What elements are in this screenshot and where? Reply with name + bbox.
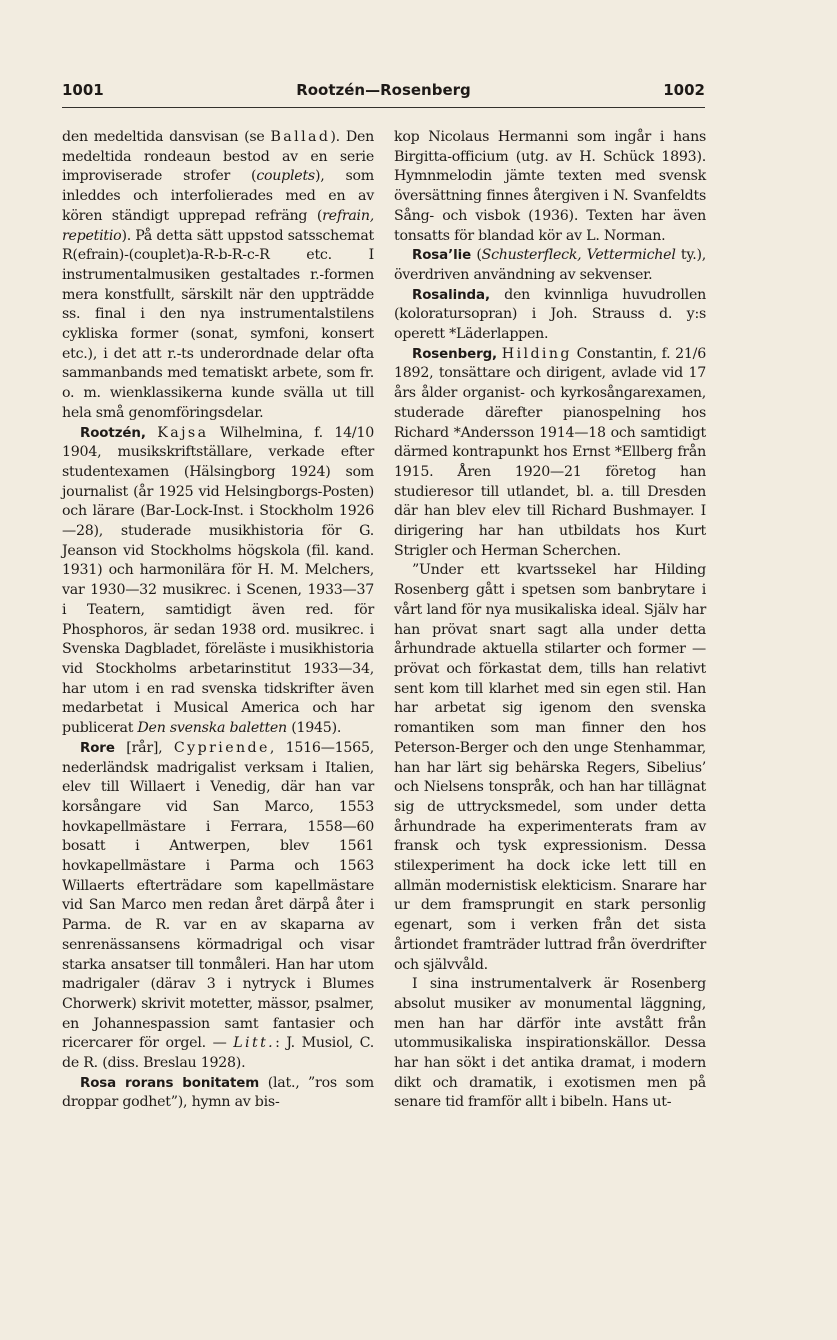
- entry-rondo-continuation: [62, 128, 374, 424]
- italic-term: Schusterfleck, Vettermichel: [481, 247, 676, 264]
- lemma-rosalinda: Rosalinda,: [412, 287, 490, 303]
- lemma-rosenberg: Rosenberg,: [412, 346, 498, 362]
- rosenberg-instrumental: I sina instrumentalverk är Rosenberg absolut musiker av monumental läggning, men han har därför inte avstått från utommusikaliska inspirationskällor. Dessa har han sökt i det antika dramat, i modern dikt och dramatik, i exotismen men på senare tid framför allt i bibeln. Hans ut-: [394, 976, 706, 1111]
- entry-rootzen: [62, 424, 374, 739]
- text-span: [rår],: [114, 739, 174, 756]
- italic-term: refrain, repetitio: [62, 207, 374, 244]
- text-span: den medeltida dansvisan (se: [62, 129, 271, 145]
- page-number-right: 1002: [663, 81, 705, 99]
- given-name: Cypriende: [173, 739, 270, 756]
- text-span: (lat., ”ros som droppar godhet”), hymn av bis-: [62, 1074, 375, 1111]
- given-name: Kajsa: [157, 424, 209, 441]
- text-span: , 1516—1565, nederländsk madrigalist verksam i Italien, elev till Willaert i Venedig, där han var korsångare vid San Marco, 1553 hovkapellmästare i Ferrara, 1558—60 bosatt i Antwerpen, blev 1561 hovkapellmästare i Parma och 1563 Willaerts efterträdare som kapellmästare vid San Marco men redan året därpå åter i Parma. de R. var en av skaparna av senrenässansens körmadrigal och visar starka ansatser till tonmåleri. Han har utom madrigaler (därav 3 i nytryck i Blumes Chorwerk) skrivit motetter, mässor, psalmer, en Johannespassion samt fantasier och ricercarer för orgel. —: [62, 739, 374, 1052]
- text-span: ). På detta sätt uppstod satsschemat R(efrain)-(couplet)a-R-b-R-c-R etc. I instrumentalmusiken gestaltades r.-formen mera konstfullt, särskilt när den uppträdde ss. final i den nya instrumentalstilens cykliska former (sonat, symfoni, konsert etc.), i det att r.-ts underordnade delar ofta sammanbands med tematiskt arbete, som fr. o. m. wienklassikerna kunde svälla ut till hela små genomföringsdelar.: [62, 227, 374, 421]
- left-column: [62, 128, 374, 1113]
- lemma-rosa-rorans: Rosa rorans bonitatem: [80, 1075, 260, 1091]
- text-span: ). Den medeltida rondeaun bestod av en serie improviserade strofer (: [62, 129, 374, 185]
- entry-rosalinda: [394, 286, 706, 345]
- book-title: Den svenska baletten: [137, 720, 287, 737]
- text-span: : J. Musiol, C. de R. (diss. Breslau 1928).: [62, 1035, 374, 1072]
- running-title: Rootzén—Rosenberg: [296, 81, 471, 99]
- entry-rore: [62, 739, 374, 1074]
- right-column: [394, 128, 706, 1113]
- entry-rosenberg: [394, 345, 706, 562]
- literature-label: Litt.: [233, 1035, 276, 1052]
- entry-rosalie: [394, 246, 706, 285]
- italic-term: couplets: [256, 168, 315, 185]
- entry-rosa-rorans: [62, 1074, 374, 1113]
- text-span: Constantin, f. 21/6 1892, tonsättare och dirigent, avlade vid 17 års ålder organist- och kyrkosångarexamen, studerade därefter pianospelning hos Richard *Andersson 1914—18 och samtidigt därmed kontrapunkt hos Ernst *Ellberg från 1915. Åren 1920—21 företog han studieresor till utlandet, bl. a. till Dresden där han blev elev till Richard Bushmayer. I dirigering har han utbildats hos Kurt Strigler och Herman Scherchen.: [394, 345, 706, 559]
- text-span: ty.), överdriven användning av sekvenser.: [394, 247, 706, 283]
- lemma-rootzen: Rootzén,: [80, 425, 146, 441]
- text-span: (1945).: [286, 720, 342, 737]
- given-name: Hilding: [501, 345, 572, 362]
- text-span: ), som inleddes och interfolierades med en av kören ständigt upprepad refräng (: [62, 168, 374, 224]
- cross-reference: Ballad: [270, 129, 331, 145]
- header-rule: [62, 107, 705, 108]
- lemma-rosalie: Rosa’lie: [412, 248, 472, 264]
- text-span: den kvinnliga huvudrollen (koloratursopran) i Joh. Strauss d. y:s operett *Läderlappen.: [394, 286, 706, 343]
- running-header: [62, 76, 705, 104]
- page-number-left: 1001: [62, 81, 104, 99]
- entry-rosa-rorans-continuation: kop Nicolaus Hermanni som ingår i hans Birgitta-officium (utg. av H. Schück 1893). Hymnmelodin jämte texten med svensk översättning finnes återgiven i N. Svanfeldts Sång- och visbok (1936). Texten har även tonsatts för blandad kör av L. Norman.: [394, 129, 706, 244]
- text-span: (: [471, 247, 482, 264]
- rosenberg-quote: ”Under ett kvartssekel har Hilding Rosenberg gått i spetsen som banbrytare i vårt land för nya musikaliska ideal. Själv har han prövat snart sagt alla under detta århundrade aktuella stilarter och former — prövat och förkastat dem, tills han relativt sent kom till klarhet med sin egen stil. Han har arbetat sig igenom den svenska romantiken som man finner den hos Peterson-Berger och den unge Stenhammar, han har lärt sig behärska Regers, Sibelius’ och Nielsens tonspråk, och han har tillägnat sig de uttrycksmedel, som under detta århundrade ha experimenterats fram av fransk och tysk expressionism. Dessa stilexperiment ha dock icke lett till en allmän modernistisk elekticism. Snarare har ur dem framsprungit en stark personlig egenart, som i verken från det sista årtiondet framträder luttrad från överdrifter och självvåld.: [394, 562, 706, 973]
- text-span: Wilhelmina, f. 14/10 1904, musikskriftställare, verkade efter studentexamen (Hälsingborg 1924) som journalist (år 1925 vid Helsingborgs-Posten) och lärare (Bar-Lock-Inst. i Stockholm 1926—28), studerade musikhistoria för G. Jeanson vid Stockholms högskola (fil. kand. 1931) och harmonilära för H. M. Melchers, var 1930—32 musikrec. i Scenen, 1933—37 i Teatern, samtidigt även red. för Phosphoros, är sedan 1938 ord. musikrec. i Svenska Dagbladet, föreläste i musikhistoria vid Stockholms arbetarinstitut 1933—34, har utom i en rad svenska tidskrifter även medarbetat i Musical America och har publicerat: [62, 424, 375, 737]
- lemma-rore: Rore: [80, 740, 115, 756]
